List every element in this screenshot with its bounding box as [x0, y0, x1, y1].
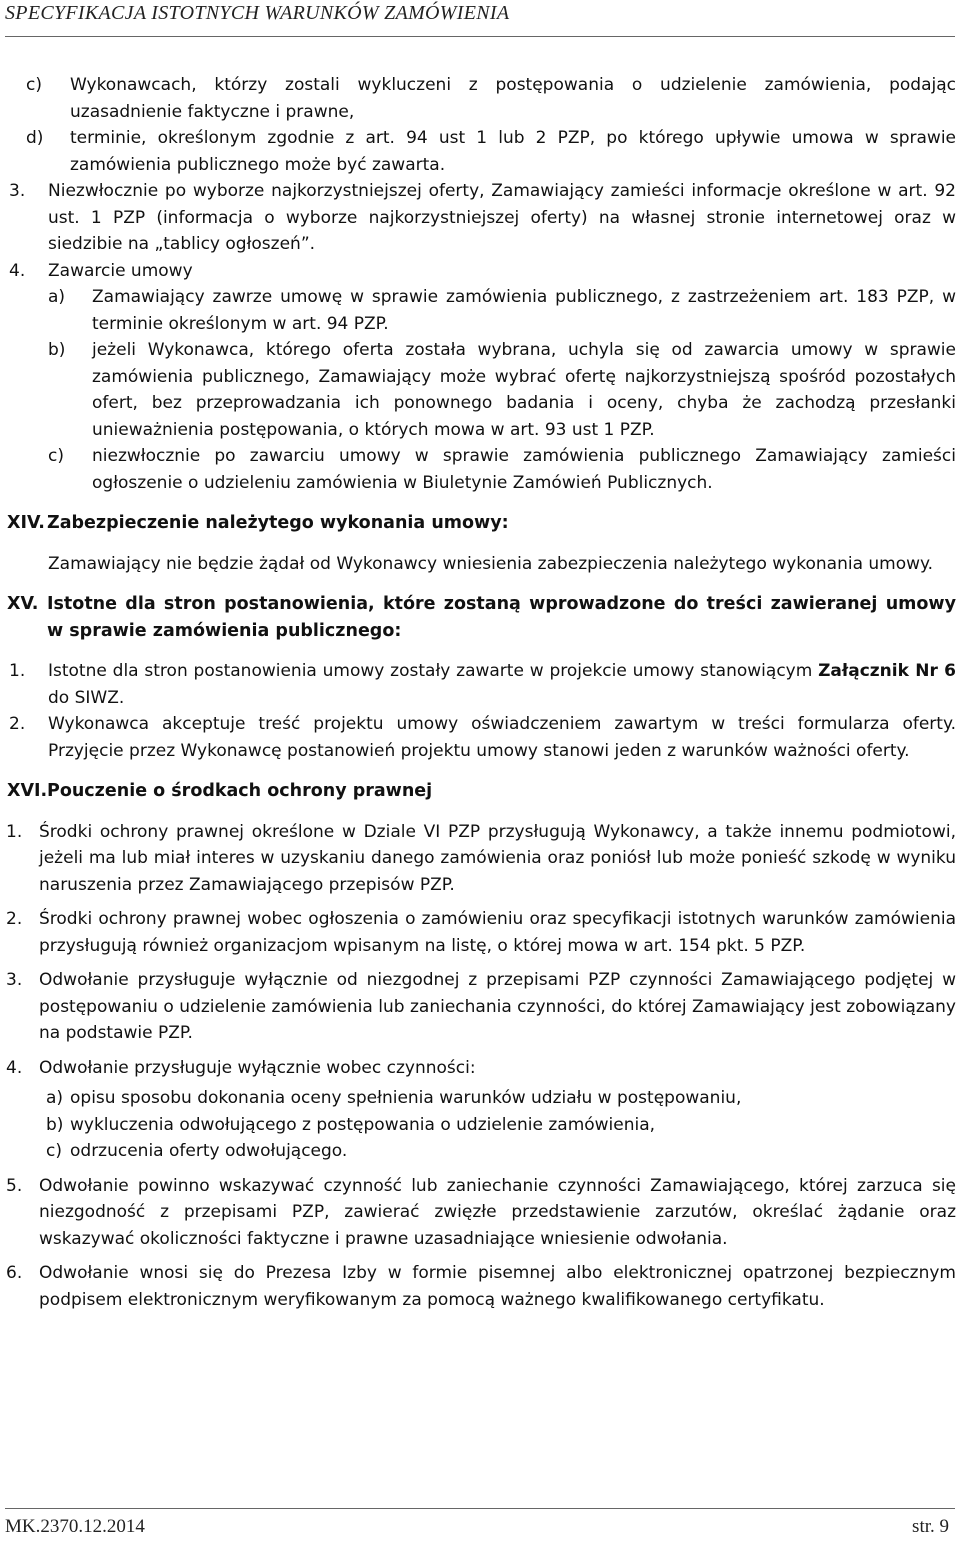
item-label: 5.	[6, 1175, 23, 1196]
sub-item	[46, 1085, 956, 1112]
section-number: XIV.	[7, 513, 45, 533]
item-label: c)	[46, 1141, 62, 1161]
item-label: b)	[46, 1114, 64, 1135]
sub-item	[48, 284, 956, 337]
item-label: d)	[26, 128, 44, 148]
list-item	[6, 967, 956, 1047]
item-text: Istotne dla stron postanowienia umowy zostały zawarte w projekcie umowy stanowiącym	[48, 661, 819, 681]
attachment-ref: Załącznik Nr 6	[818, 661, 956, 681]
item-label: c)	[26, 75, 42, 95]
item-label: 3.	[9, 181, 26, 201]
list-item	[9, 711, 956, 764]
item-text: wykluczenia odwołującego z postępowania o udzielenie zamówienia,	[70, 1114, 656, 1135]
item-label: 1.	[6, 821, 23, 842]
section-heading-xvi	[0, 778, 956, 805]
list-item	[9, 658, 956, 711]
sub-item	[46, 1112, 956, 1139]
list-item-3	[9, 178, 956, 258]
item-text: opisu sposobu dokonania oceny spełnienia warunków udziału w postępowaniu,	[70, 1088, 742, 1108]
item-label: b)	[48, 340, 66, 360]
item-label: 1.	[9, 661, 26, 681]
item-text: niezwłocznie po zawarciu umowy w sprawie zamówienia publicznego Zamawiający zamieści ogłoszenie o udzieleniu zamówienia w Biuletynie Zamówień Publicznych.	[92, 446, 956, 493]
item-text-tail: do SIWZ.	[48, 687, 125, 708]
item-label: 2.	[9, 714, 26, 734]
sub-item	[48, 337, 956, 443]
list-item	[26, 72, 956, 125]
list-item-4	[9, 258, 956, 285]
section-heading-xiv	[0, 510, 956, 537]
list-item	[26, 125, 956, 178]
item-text: Wykonawca akceptuje treść projektu umowy oświadczeniem zawartym w treści formularza oferty. Przyjęcie przez Wykonawcę postanowień projektu umowy stanowi jeden z warunków ważności oferty.	[48, 714, 956, 761]
list-item	[6, 906, 956, 959]
footer-rule	[5, 1508, 955, 1509]
section-title: Zabezpieczenie należytego wykonania umowy:	[47, 513, 509, 533]
item-text: jeżeli Wykonawca, którego oferta została wybrana, uchyla się od zawarcia umowy w sprawie zamówienia publicznego, Zamawiający może wybrać ofertę najkorzystniejszą spośród pozostałych ofert, bez przeprowadzania ich ponownego badania i oceny, chyba że zachodzą przesłanki unieważnienia postępowania, o których mowa w art. 93 ust 1 PZP.	[92, 340, 956, 440]
list-item	[6, 1173, 956, 1253]
section-title: Istotne dla stron postanowienia, które zostaną wprowadzone do treści zawieranej umowy w sprawie zamówienia publicznego:	[47, 594, 956, 641]
item-text: Odwołanie powinno wskazywać czynność lub zaniechanie czynności Zamawiającego, której zarzuca się niezgodność z przepisami PZP, zawierać zwięzłe przedstawienie zarzutów, określać żądanie oraz wskazywać okoliczności faktyczne i prawne uzasadniające wniesienie odwołania.	[39, 1175, 956, 1249]
sub-item	[48, 443, 956, 496]
page-number: str. 9	[912, 1516, 949, 1537]
list-item	[6, 1055, 956, 1082]
item-label: a)	[48, 287, 66, 307]
header-rule	[5, 36, 955, 37]
section-paragraph: Zamawiający nie będzie żądał od Wykonawcy wniesienia zabezpieczenia należytego wykonania umowy.	[48, 553, 934, 574]
section-number: XVI.	[7, 781, 48, 801]
item-label: 6.	[6, 1263, 23, 1283]
item-text: Środki ochrony prawnej wobec ogłoszenia o zamówieniu oraz specyfikacji istotnych warunków zamówienia przysługują również organizacjom wpisanym na listę, o której mowa w art. 154 pkt. 5 PZP.	[39, 909, 956, 956]
list-item	[6, 819, 956, 899]
item-label: a)	[46, 1088, 64, 1108]
page-footer	[5, 1512, 955, 1544]
section-heading-xv	[0, 591, 956, 644]
item-label: 2.	[6, 909, 23, 929]
item-text: Odwołanie przysługuje wyłącznie wobec czynności:	[39, 1057, 476, 1078]
item-text: Niezwłocznie po wyborze najkorzystniejszej oferty, Zamawiający zamieści informacje określone w art. 92 ust. 1 PZP (informacja o wyborze najkorzystniejszej oferty) na własnej stronie internetowej oraz w siedzibie na „tablicy ogłoszeń”.	[48, 181, 956, 254]
item-text: Odwołanie wnosi się do Prezesa Izby w formie pisemnej albo elektronicznej opatrzonej bezpiecznym podpisem elektronicznym weryfikowanym za pomocą ważnego kwalifikowanego certyfikatu.	[39, 1263, 956, 1310]
page-header: SPECYFIKACJA ISTOTNYCH WARUNKÓW ZAMÓWIENIA	[5, 2, 510, 24]
item-text: Wykonawcach, którzy zostali wykluczeni z postępowania o udzielenie zamówienia, podając uzasadnienie faktyczne i prawne,	[70, 75, 956, 122]
document-reference: MK.2370.12.2014	[5, 1516, 145, 1537]
item-text: Odwołanie przysługuje wyłącznie od niezgodnej z przepisami PZP czynności Zamawiającego podjętej w postępowaniu o udzielenie zamówienia lub zaniechania czynności, do której Zamawiający jest zobowiązany na podstawie PZP.	[39, 970, 956, 1043]
item-text: Zamawiający zawrze umowę w sprawie zamówienia publicznego, z zastrzeżeniem art. 183 PZP, w terminie określonym w art. 94 PZP.	[92, 287, 956, 334]
section-number: XV.	[7, 594, 39, 614]
item-label: 4.	[6, 1057, 23, 1078]
document-body	[0, 72, 960, 1313]
item-label: 4.	[9, 260, 26, 281]
item-text: Środki ochrony prawnej określone w Dziale VI PZP przysługują Wykonawcy, a także innemu podmiotowi, jeżeli ma lub miał interes w uzyskaniu danego zamówienia oraz poniósł lub może ponieść szkodę w wyniku naruszenia przez Zamawiającego przepisów PZP.	[39, 821, 956, 895]
item-text: odrzucenia oferty odwołującego.	[70, 1141, 348, 1161]
list-item	[6, 1260, 956, 1313]
item-label: 3.	[6, 970, 23, 990]
sub-item	[46, 1138, 956, 1165]
item-text: terminie, określonym zgodnie z art. 94 ust 1 lub 2 PZP, po którego upływie umowa w sprawie zamówienia publicznego może być zawarta.	[70, 128, 956, 175]
item-label: c)	[48, 446, 64, 466]
section-title: Pouczenie o środkach ochrony prawnej	[47, 781, 433, 801]
item-text: Zawarcie umowy	[48, 260, 193, 281]
